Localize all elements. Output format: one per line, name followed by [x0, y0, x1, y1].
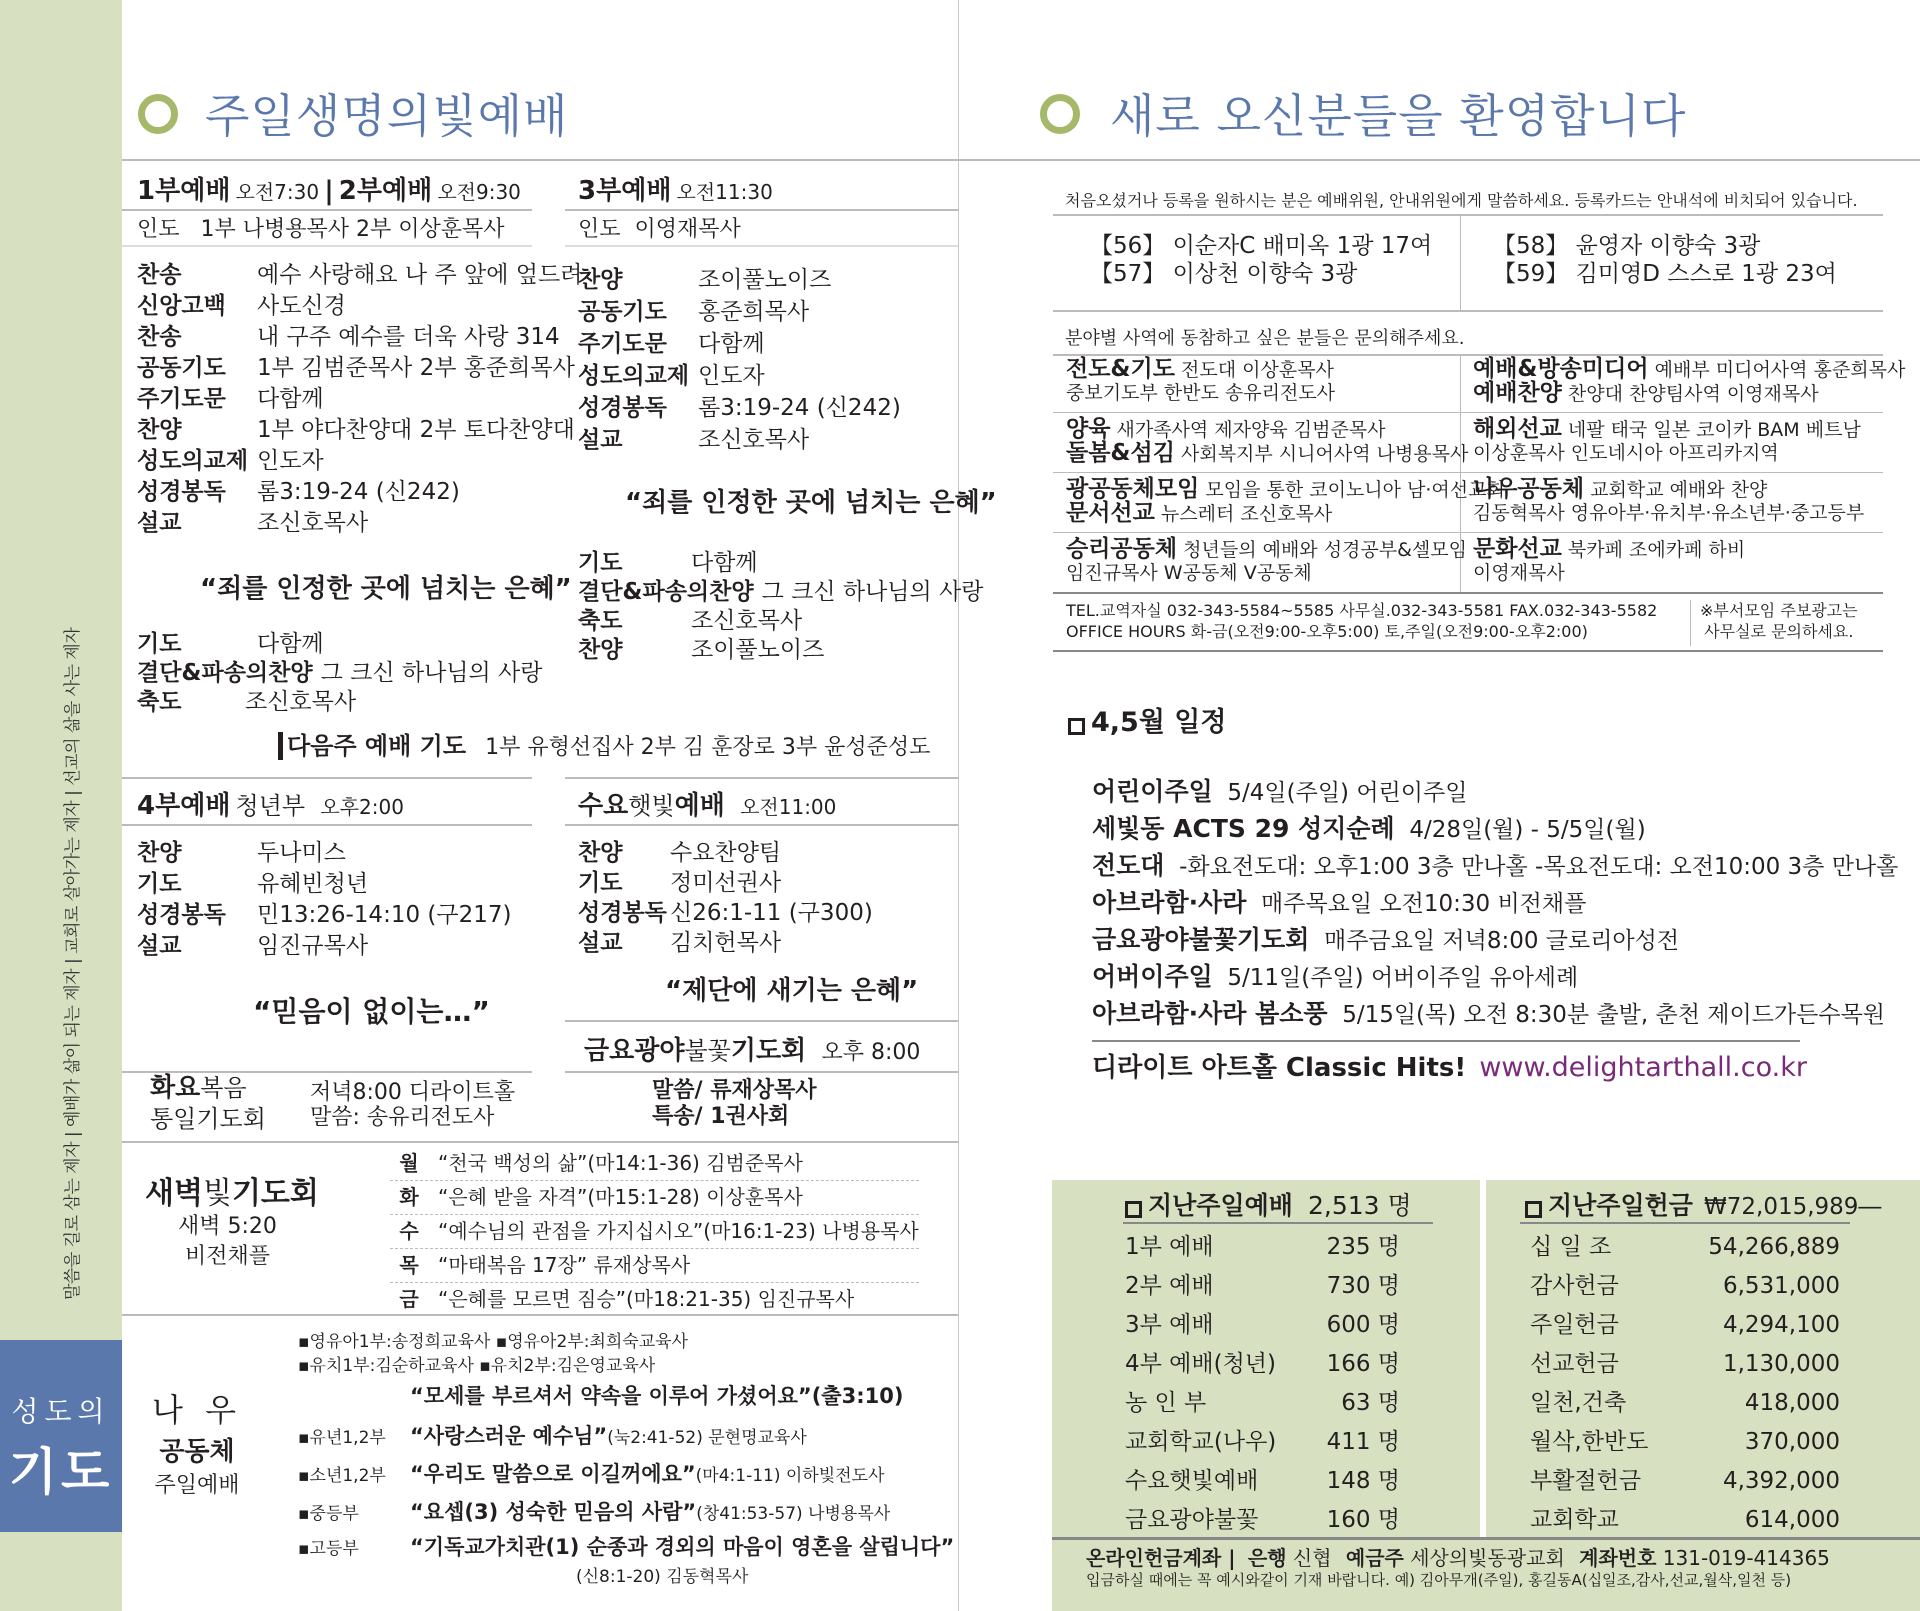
delight-title: 디라이트 아트홀 Classic Hits! — [1092, 1053, 1467, 1083]
ministry-evangelism: 전도&기도 전도대 이상훈목사 중보기도부 한반도 송유리전도사 — [1066, 356, 1336, 404]
wednesday-order: 찬양 수요찬양팀 기도 정미선권사 성경봉독 신26:1-11 (구300) 설교 김치헌목사 — [578, 840, 873, 956]
nau-kids: “모세를 부르셔서 약속을 이루어 가셨어요”(출3:10) — [410, 1384, 904, 1408]
schedule-row: 아브라함·사라 봄소풍 5/15일(목) 오전 8:30분 출발, 춘천 제이드가든수목원 — [1092, 999, 1886, 1028]
order-row: 신앙고백 사도신경 — [137, 293, 346, 319]
order-row: 찬양 1부 야다찬양대 2부 토다찬양대 — [137, 417, 575, 443]
dawn-header: 새벽빛기도회 — [145, 1176, 319, 1211]
service-2-title: 2부예배 — [338, 176, 433, 206]
divider — [1053, 650, 1883, 652]
account-note: 입금하실 때에는 꼭 예시와같이 기재 바랍니다. 예) 김아무개(주일), 홍길동A(십일조,감사,선교,월삭,일천 등) — [1086, 1571, 1792, 1589]
tuesday-info: 저녁8:00 디라이트홀 말씀: 송유리전도사 — [310, 1080, 516, 1130]
attendance-row: 수요햇빛예배 148 명 — [1125, 1468, 1400, 1494]
order-row: 공동기도 1부 김범준목사 2부 홍준희목사 — [137, 355, 575, 381]
divider — [122, 777, 532, 779]
order-row: 찬송 내 구주 예수를 더욱 사랑 314 — [137, 324, 560, 350]
order-row: 설교 조신호목사 — [137, 510, 369, 536]
service-1-title: 1부예배 — [137, 176, 231, 206]
offering-row: 부활절헌금 4,392,000 — [1530, 1468, 1840, 1494]
square-icon — [1525, 1201, 1542, 1218]
offering-row: 선교헌금 1,130,000 — [1530, 1351, 1840, 1377]
friday-info: 말씀/ 류재상목사 특송/ 1권사회 — [652, 1078, 817, 1129]
divider — [565, 209, 958, 211]
service-3-header — [578, 170, 773, 207]
ring-icon — [1040, 94, 1080, 134]
sermon-title: “믿음이 없이는…” — [253, 995, 490, 1028]
prayer-big: 기도 — [8, 1443, 114, 1501]
divider — [122, 159, 958, 161]
offering-row: 감사헌금 6,531,000 — [1530, 1273, 1840, 1299]
ministry-worship: 예배&방송미디어 예배부 미디어사역 홍준희목사 예배찬양 찬양대 찬양팀사역 이영재목사 — [1473, 356, 1906, 406]
service-12-lead — [137, 212, 505, 243]
divider — [1053, 472, 1883, 473]
schedule-row: 어버이주일 5/11일(주일) 어버이주일 유아세례 — [1092, 962, 1579, 991]
separator: | — [324, 176, 334, 206]
contact-info: TEL.교역자실 032-343-5584~5585 사무실.032-343-5581 FAX.032-343-5582 OFFICE HOURS 화-금(오전9:00-오후5:00) 토,주일(오전9:00-오후2:00) — [1066, 601, 1658, 641]
divider — [565, 777, 958, 779]
service-4-header: 4부예배 청년부 오후2:00 — [137, 791, 404, 821]
ring-icon — [138, 94, 178, 134]
next-week-text: 1부 유형선집사 2부 김 훈장로 3부 윤성준성도 — [485, 735, 931, 760]
service-3-time: 오전11:30 — [676, 180, 773, 204]
offering-row: 월삭,한반도 370,000 — [1530, 1429, 1840, 1455]
schedule-row: 세빛동 ACTS 29 성지순례 4/28일(월) - 5/5일(월) — [1092, 814, 1646, 843]
divider — [1053, 310, 1883, 312]
service-12-order — [137, 260, 582, 539]
ministry-nurture: 양육 새가족사역 제자양육 김범준목사 돌봄&섬김 사회복지부 시니어사역 나병용목사 — [1066, 416, 1469, 466]
registration-notice: 처음오셨거나 등록을 원하시는 분은 예배위원, 안내위원에게 말씀하세요. 등록카드는 안내석에 비치되어 있습니다. — [1065, 191, 1858, 210]
divider — [122, 245, 532, 247]
dawn-schedule: 월 “천국 백성의 삶”(마14:1-36) 김범준목사 화 “은혜 받을 자격”(마15:1-28) 이상훈목사 수 “예수님의 관점을 가지십시오”(마16:1-23) 나병용목사 목 “마태복음 17장” 류재상목사 금 “은혜를 모르면 짐승”(마18:21-35) 임진규목사 — [390, 1147, 919, 1316]
offering-row: 일천,건축 418,000 — [1530, 1390, 1840, 1416]
ministry-missions: 해외선교 네팔 태국 일본 코이카 BAM 베트남 이상훈목사 인도네시아 아프리카지역 — [1473, 416, 1861, 464]
next-week-label: 다음주 예배 기도 — [278, 732, 466, 760]
divider — [1053, 354, 1883, 356]
ministry-culture: 문화선교 북카페 조에카페 하비 이영재목사 — [1473, 536, 1746, 584]
newcomers-left: 【56】 이순자C 배미옥 1광 17여 【57】 이상천 이향숙 3광 — [1090, 233, 1433, 287]
square-icon — [1068, 718, 1085, 735]
center-divider — [958, 0, 959, 1611]
attendance-header: 지난주일예배 2,513 명 — [1125, 1186, 1412, 1222]
attendance-row: 교회학교(나우) 411 명 — [1125, 1429, 1400, 1455]
order-row: 찬송 예수 사랑해요 나 주 앞에 엎드려 — [137, 262, 583, 288]
divider — [565, 245, 958, 247]
schedule-title: 4,5월 일정 — [1068, 700, 1226, 739]
sermon-title: “제단에 새기는 은혜” — [665, 976, 919, 1006]
tuesday-header: 화요복음 통일기도회 — [150, 1073, 266, 1133]
service-12-header — [137, 170, 521, 207]
friday-header: 금요광야불꽃기도회 오후 8:00 — [584, 1036, 921, 1066]
schedule-row: 금요광야불꽃기도회 매주금요일 저녁8:00 글로리아성전 — [1092, 925, 1680, 954]
divider — [1053, 592, 1883, 594]
order-row: 주기도문 다함께 — [137, 386, 324, 412]
contact-note: ※부서모임 주보광고는 사무실로 문의하세요. — [1700, 601, 1858, 641]
left-title: 주일생명의빛예배 — [205, 89, 569, 143]
service-2-time: 오전9:30 — [437, 180, 521, 204]
attendance-row: 2부 예배 730 명 — [1125, 1273, 1400, 1299]
ministry-victory: 승리공동체 청년들의 예배와 성경공부&셀모임 임진규목사 W공동체 V공동체 — [1066, 536, 1467, 584]
service-4-order: 찬양 두나미스 기도 유혜빈청년 성경봉독 민13:26-14:10 (구217) 설교 임진규목사 — [137, 840, 512, 959]
lead-label: 인도 — [137, 217, 180, 242]
lead-value: 1부 나병용목사 2부 이상훈목사 — [200, 217, 505, 242]
next-week-prayer — [278, 726, 930, 761]
account-info: 온라인헌금계좌 | 은행 신협 예금주 세상의빛동광교회 계좌번호 131-019-414365 — [1086, 1546, 1830, 1570]
ministry-nau: 나우공동체 교회학교 예배와 찬양 김동혁목사 영유아부·유치부·유소년부·중고등부 — [1473, 476, 1865, 524]
sermon-title: “죄를 인정한 곳에 넘치는 은혜” — [200, 574, 572, 604]
wednesday-header: 수요햇빛예배 오전11:00 — [578, 791, 837, 821]
divider — [1053, 214, 1883, 216]
divider — [958, 159, 1920, 161]
newcomers-right: 【58】 윤영자 이향숙 3광 【59】 김미영D 스스로 1광 23여 — [1493, 233, 1837, 287]
attendance-row: 4부 예배(청년) 166 명 — [1125, 1351, 1400, 1377]
offering-row: 주일헌금 4,294,100 — [1530, 1312, 1840, 1338]
attendance-row: 농 인 부 63 명 — [1125, 1390, 1400, 1416]
divider — [1092, 1040, 1800, 1042]
ministry-community: 광공동체모임 모임을 통한 코이노니아 남·여선교회 문서선교 뉴스레터 조신호목사 — [1066, 476, 1505, 526]
divider — [1690, 600, 1691, 646]
prayer-small: 성도의 — [11, 1395, 111, 1428]
prayer-box — [0, 1340, 122, 1532]
offering-row: 십 일 조 54,266,889 — [1530, 1234, 1840, 1260]
offering-header: 지난주일헌금 ₩72,015,989― — [1525, 1186, 1881, 1222]
offering-row: 교회학교 614,000 — [1530, 1507, 1840, 1533]
service-3-after: 기도 다함께 결단&파송의찬양 그 크신 하나님의 사랑 축도 조신호목사 찬양 조이풀노이즈 — [578, 550, 984, 663]
attendance-row: 1부 예배 235 명 — [1125, 1234, 1400, 1260]
divider — [1460, 214, 1461, 310]
square-icon — [1125, 1201, 1142, 1218]
dawn-info: 새벽 5:20 비전채플 — [178, 1214, 277, 1269]
attendance-row: 금요광야불꽃 160 명 — [1125, 1507, 1400, 1533]
schedule-list — [1092, 774, 1898, 1033]
divider — [565, 1071, 958, 1073]
attendance-table — [1125, 1228, 1400, 1540]
offering-table — [1530, 1228, 1840, 1540]
divider — [122, 824, 532, 826]
divider — [122, 1314, 958, 1316]
delight-link[interactable]: www.delightarthall.co.kr — [1479, 1052, 1807, 1083]
service-1-time: 오전7:30 — [235, 180, 320, 204]
sermon-title: “죄를 인정한 곳에 넘치는 은혜” — [625, 488, 997, 518]
divider — [1123, 1222, 1433, 1224]
schedule-row: 어린이주일 5/4일(주일) 어린이주일 — [1092, 777, 1468, 806]
schedule-row: 아브라함·사라 매주목요일 오전10:30 비전채플 — [1092, 888, 1587, 917]
divider — [122, 1141, 958, 1143]
divider — [1053, 532, 1883, 533]
sidebar-motto: 말씀을 길로 삼는 제자 | 예배가 삶이 되는 제자 | 교회로 살아가는 제자 | 선교의 삶을 사는 제자 — [63, 627, 83, 1300]
ministry-intro: 분야별 사역에 동참하고 싶은 분들은 문의해주세요. — [1065, 328, 1465, 349]
attendance-row: 3부 예배 600 명 — [1125, 1312, 1400, 1338]
nau-header: 나 우 공동체 주일예배 — [152, 1391, 242, 1498]
order-row: 성도의교제 인도자 — [137, 448, 324, 474]
order-row: 성경봉독 롬3:19-24 (신242) — [137, 479, 460, 505]
divider — [1053, 412, 1883, 413]
divider — [122, 209, 532, 211]
delight-promo — [1092, 1047, 1807, 1084]
nau-rows: ▪유년1,2부 “사랑스러운 예수님”(눅2:41-52) 문현명교육사 ▪소년1,2부 “우리도 말씀으로 이길꺼에요”(마4:1-11) 이하빛전도사 ▪중등부 “요셉(3) 성숙한 믿음의 사람”(창41:53-57) 나병용목사 ▪고등부 “기독교가치관(1) 순종과 경외의 마음이 영혼을 살립니다” (신8:1-20) 김동혁목사 — [298, 1424, 955, 1587]
service-3-order: 찬양 조이풀노이즈 공동기도 홍준희목사 주기도문 다함께 성도의교제 인도자 성경봉독 롬3:19-24 (신242) 설교 조신호목사 — [578, 267, 901, 453]
divider — [1520, 1222, 1850, 1224]
right-title: 새로 오신분들을 환영합니다 — [1110, 89, 1687, 143]
service-3-lead: 인도 이영재목사 — [578, 217, 741, 242]
divider — [565, 824, 958, 826]
schedule-row: 전도대 -화요전도대: 오후1:00 3층 만나홀 -목요전도대: 오전10:00 3층 만나홀 — [1092, 851, 1899, 880]
divider — [565, 1020, 958, 1022]
nau-staff: ▪영유아1부:송정희교육사 ▪영유아2부:최희숙교육사 ▪유치1부:김순하교육사 ▪유치2부:김은영교육사 — [298, 1332, 688, 1376]
service-3-title: 3부예배 — [578, 176, 672, 206]
service-12-after: 기도 다함께 결단&파송의찬양 그 크신 하나님의 사랑 축도 조신호목사 — [137, 631, 543, 715]
